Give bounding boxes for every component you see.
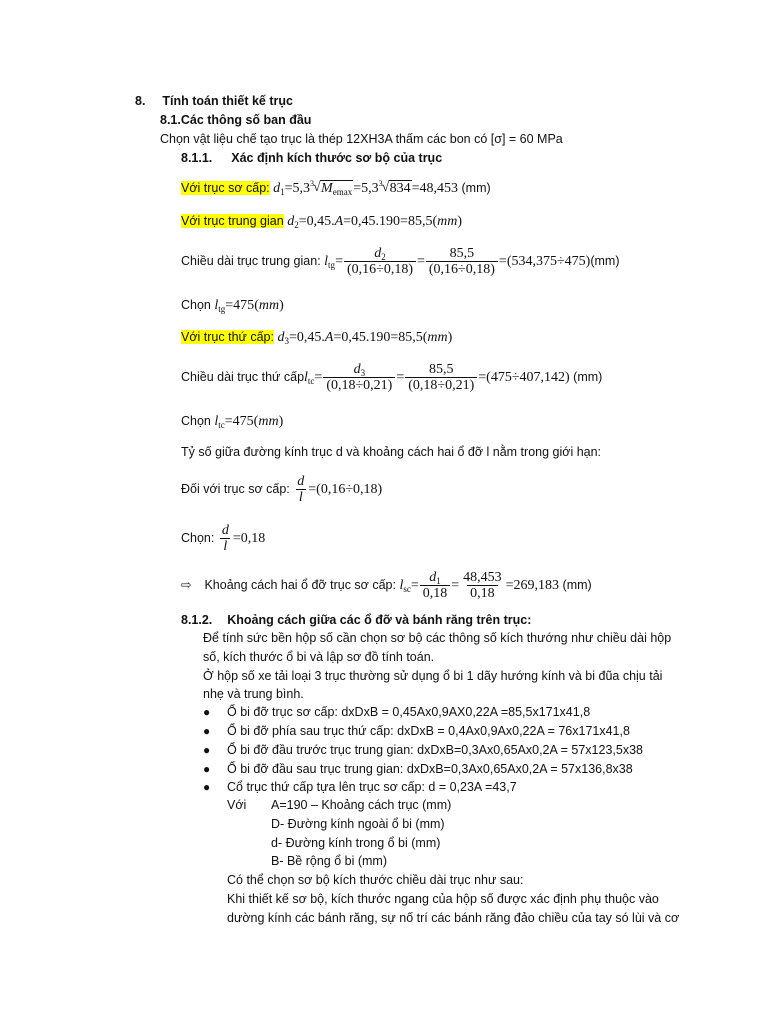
bullet-text: Ổ bi đỡ trục sơ cấp: dxDxB = 0,45Ax0,9AX0,22A =85,5x171x41,8 <box>227 705 591 719</box>
line-label: Chọn: <box>181 531 215 546</box>
math-expr: =0,45. <box>288 330 325 345</box>
highlighted-label: Với trục sơ cấp: <box>181 181 270 195</box>
line-label: Khoảng cách hai ổ đỡ trục sơ cấp: <box>204 578 396 593</box>
denominator: (0,18÷0,21) <box>405 377 477 394</box>
math-sub: tc <box>218 420 225 430</box>
line-label: Chọn <box>181 414 211 428</box>
bullet-text: Cổ trục thứ cấp tựa lên trục sơ cấp: d = 0,23A =43,7 <box>227 780 517 794</box>
cube-root: 3 √ 834 <box>379 181 412 197</box>
secondary-length-line: Chiều dài trục thứ cấpl$_{tc}$= $\frac{d_3}{(0,18\div 0,21)}$ = $\frac{85,5}{(0,18\div 0,21)}$ =(475÷407,142) (mm) <box>181 362 603 393</box>
math-sub: 1 <box>280 187 285 197</box>
math-coef: 5,3 <box>292 181 311 196</box>
ratio-text: Tỷ số giữa đường kính trục d và khoảng cách hai ổ đỡ l nằm trong giới hạn: <box>181 445 602 459</box>
unit: (mm) <box>590 254 620 269</box>
bullet-icon: ● <box>203 743 211 757</box>
subsection-title: Các thông số ban đầu <box>180 113 312 127</box>
math-result: =475 <box>224 414 254 429</box>
section-title: Tính toán thiết kế trục <box>162 94 293 108</box>
fraction <box>294 474 307 506</box>
denominator: (0,18÷0,21) <box>323 377 395 394</box>
numerator: 85,5 <box>429 362 454 377</box>
math-result: =269,183 <box>505 578 560 594</box>
math-sub: 3 <box>360 368 366 378</box>
highlighted-label: Với trục thứ cấp: <box>181 330 274 344</box>
root-index: 3 <box>378 179 383 188</box>
math-sub: emax <box>332 187 353 197</box>
distance-line: ⇨ Khoảng cách hai ổ đỡ trục sơ cấp: $l_{sc}=$ $\frac{d_1}{0,18}$ = $\frac{48,453}{0,18}$ =269,183 (mm) <box>181 570 592 601</box>
paragraph-line: Để tính sức bền hộp số cần chọn sơ bộ các thông số kích thướng như chiều dài hộp <box>203 631 672 645</box>
bullet-text: Ổ bi đỡ đầu sau trục trung gian: dxDxB=0,3Ax0,65Ax0,2A = 57x136,8x38 <box>227 762 633 776</box>
where-item: A=190 – Khoảng cách trục (mm) <box>271 798 452 812</box>
math-expr: =0,45. <box>298 214 335 229</box>
numerator: d <box>221 523 229 538</box>
denominator: (0,16÷0,18) <box>344 261 416 278</box>
subsection-title: Khoảng cách giữa các ổ đỡ và bánh răng trên trục: <box>227 613 532 627</box>
paragraph-line: Ở hộp số xe tải loại 3 trục thường sử dụng ổ bi 1 dãy hướng kính và bi đũa chịu tải <box>203 669 663 683</box>
fraction <box>344 246 416 278</box>
intermediate-shaft-line: Với trục trung gian $d_2=0,45.A=0,45.190=85,5(mm)$ <box>181 214 463 230</box>
math-sub: tg <box>218 304 226 314</box>
unit: mm <box>258 414 279 429</box>
math-result: (475÷407,142) <box>486 370 570 386</box>
where-item: D- Đường kính ngoài ổ bi (mm) <box>271 817 445 831</box>
subsection-heading-8-1-2 <box>181 612 531 628</box>
secondary-shaft-line: Với trục thứ cấp: $d_3=0,45.A=0,45.190=85,5(mm)$ <box>181 330 453 346</box>
unit: mm <box>437 214 458 229</box>
denominator: l <box>296 489 306 506</box>
line-label: Chiều dài trục trung gian: <box>181 254 321 269</box>
bullet-icon: ● <box>203 762 211 776</box>
where-label: Với <box>227 798 247 812</box>
numerator: d <box>374 246 382 261</box>
math-expr: =0,45.190=85,5 <box>333 330 423 345</box>
paragraph-line: số, kích thước ổ bi và lập sơ đồ tính toán. <box>203 650 435 664</box>
denominator: 0,18 <box>467 585 498 602</box>
denominator: l <box>220 538 230 555</box>
arrow-icon: ⇨ <box>181 578 192 593</box>
section-number: 8. <box>135 94 146 108</box>
ratio-chosen-line <box>181 523 265 555</box>
numerator: d <box>429 570 437 585</box>
highlighted-label: Với trục trung gian <box>181 214 284 228</box>
numerator: d <box>353 362 361 377</box>
math-sub: 2 <box>381 252 386 262</box>
unit: (mm) <box>461 181 491 195</box>
bullet-item <box>203 760 633 779</box>
math-var: A <box>324 330 334 345</box>
math-result: 48,453 <box>419 181 459 196</box>
subsection-title: Xác định kích thước sơ bộ của trục <box>231 151 443 165</box>
unit: mm <box>258 298 280 313</box>
subsection-number: 8.1. <box>160 113 181 127</box>
bullet-text: Ổ bi đỡ phía sau trục thứ cấp: dxDxB = 0,4Ax0,9Ax0,22A = 76x171x41,8 <box>227 724 630 738</box>
bullet-icon: ● <box>203 780 211 794</box>
section-heading <box>135 93 293 109</box>
math-sub: sc <box>403 584 411 595</box>
fraction <box>420 570 451 602</box>
unit: mm <box>427 330 448 345</box>
closing-line: dường kính các bánh răng, sự nố trí các bánh răng đảo chiều của tay só lùi và cơ <box>227 911 680 925</box>
material-line: Chọn vật liệu chế tạo trục là thép 12XH3A thấm các bon có [σ] = 60 MPa <box>160 132 563 146</box>
bullet-icon: ● <box>203 705 211 719</box>
math-result: =475 <box>225 298 255 313</box>
subsection-number: 8.1.2. <box>181 613 213 627</box>
intermediate-length-line: Chiều dài trục trung gian: $l_{tg}=$ $\frac{d_2}{(0,16\div 0,18)}$ = $\frac{85,5}{(0,16\div 0,18)}$ =(534,375÷475)(mm) <box>181 246 620 277</box>
paragraph-line: nhẹ và trung bình. <box>203 687 304 701</box>
bullet-icon: ● <box>203 724 211 738</box>
unit: (mm) <box>573 370 603 385</box>
line-label: Đối với trục sơ cấp: <box>181 482 290 497</box>
ratio-primary-line <box>181 474 382 506</box>
bullet-text: Ổ bi đỡ đầu trước trục trung gian: dxDxB=0,3Ax0,65Ax0,2A = 57x123,5x38 <box>227 743 643 757</box>
math-var: M <box>321 181 333 196</box>
denominator: (0,16÷0,18) <box>426 261 498 278</box>
root-index: 3 <box>310 179 315 188</box>
root-value: 834 <box>389 181 411 196</box>
math-var: A <box>334 214 344 229</box>
math-result: =(0,16÷0,18) <box>308 482 383 498</box>
denominator: 0,18 <box>420 585 451 602</box>
fraction <box>219 523 232 555</box>
subsection-number: 8.1.1. <box>181 151 213 165</box>
bullet-item <box>203 741 643 760</box>
closing-line: Khi thiết kế sơ bộ, kích thước ngang của hộp số được xác định phụ thuộc vào <box>227 892 659 906</box>
math-result: =0,18 <box>232 531 266 547</box>
where-item: d- Đường kính trong ổ bi (mm) <box>271 836 441 850</box>
subsection-heading-8-1-1 <box>181 150 442 166</box>
fraction <box>460 570 505 602</box>
numerator: 85,5 <box>449 246 475 261</box>
bullet-item <box>203 722 630 741</box>
fraction <box>323 362 395 394</box>
closing-line: Có thể chọn sơ bộ kích thước chiều dài trục như sau: <box>227 873 524 887</box>
line-label: Chọn <box>181 298 211 312</box>
fraction <box>426 246 498 278</box>
numerator: 48,453 <box>463 570 502 585</box>
numerator: d <box>297 474 305 489</box>
chosen-tc-line: Chọn $l_{tc}=475(mm)$ <box>181 414 284 430</box>
unit: (mm) <box>562 578 592 593</box>
bullet-item <box>203 703 590 722</box>
chosen-tg-line: Chọn $l_{tg}=475(mm)$ <box>181 298 284 314</box>
fraction <box>405 362 477 394</box>
math-coef: 5,3 <box>361 181 379 196</box>
where-item: B- Bề rộng ổ bi (mm) <box>271 854 388 868</box>
line-label: Chiều dài trục thứ cấp <box>181 370 305 385</box>
math-sub: 1 <box>436 576 441 586</box>
subsection-heading-8-1 <box>160 112 311 128</box>
math-expr: =0,45.190=85,5 <box>343 214 433 229</box>
math-result: (534,375÷475) <box>506 254 591 270</box>
cube-root: 3 √ $M_{emax}$ <box>310 181 353 197</box>
bullet-item <box>203 778 517 797</box>
math-var: d <box>273 181 281 196</box>
primary-shaft-line: Với trục sơ cấp: $d_1=5,3$ 3 √ $M_{emax}=5,3$ 3 √ 834=48,453 (mm) <box>181 180 491 197</box>
